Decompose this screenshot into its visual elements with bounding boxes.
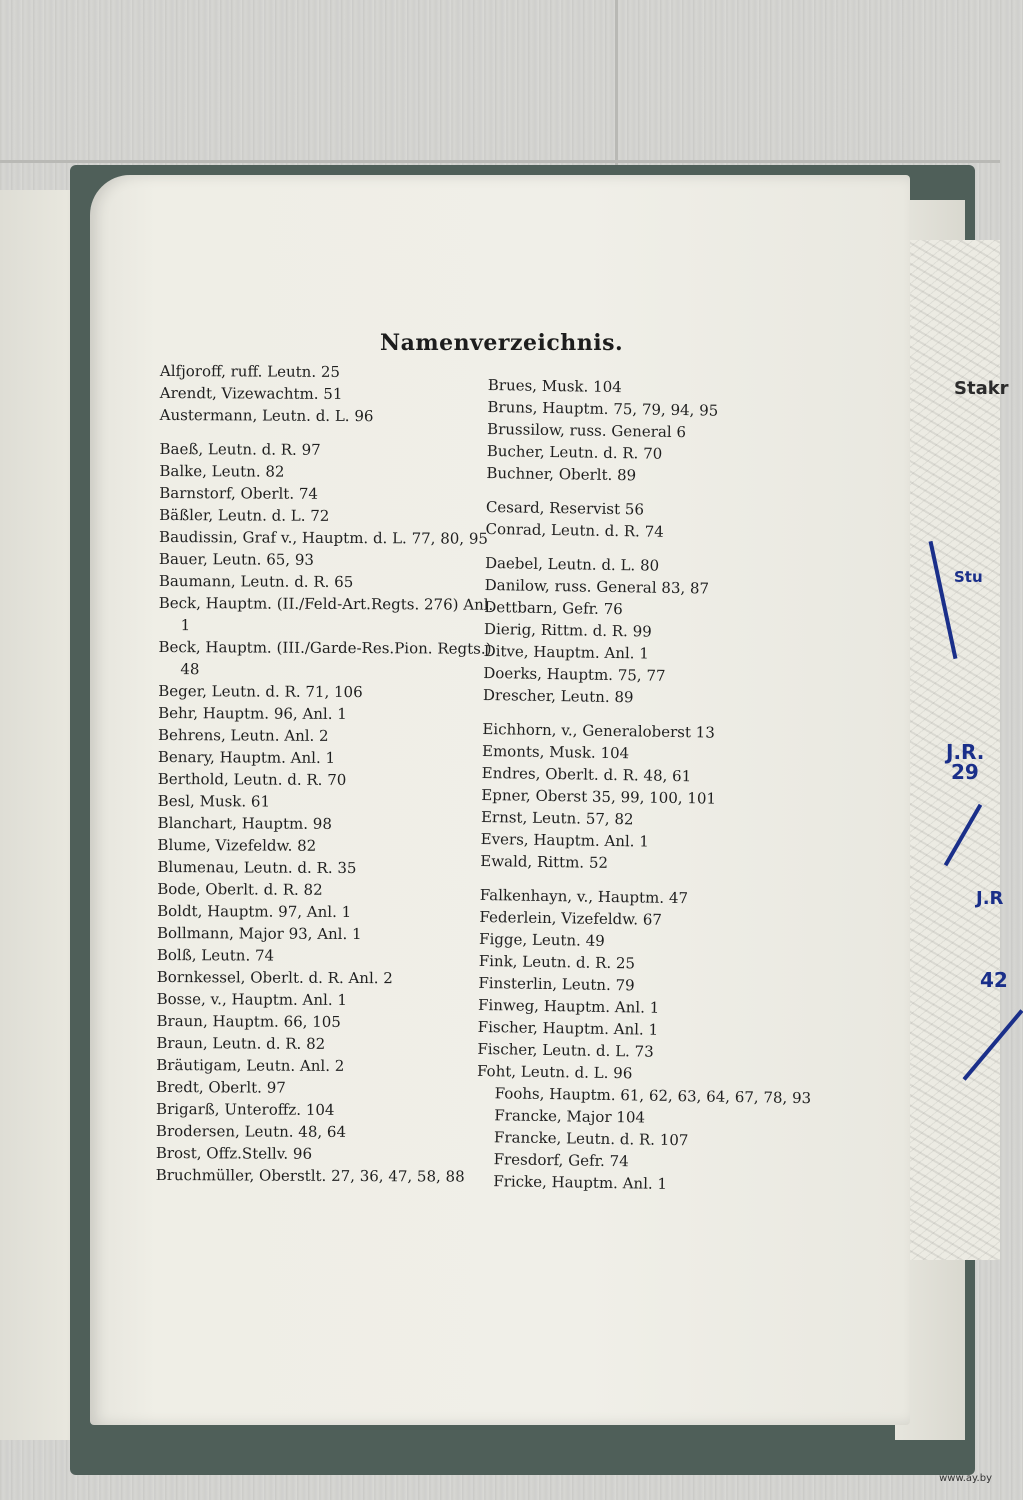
index-entry: Danilow, russ. General 83, 87 <box>484 575 710 598</box>
index-entry: Bolß, Leutn. 74 <box>156 945 275 965</box>
index-entry: Falkenhayn, v., Hauptm. 47 <box>479 885 689 908</box>
index-entry: Berthold, Leutn. d. R. 70 <box>157 769 347 789</box>
table-seam <box>0 160 1000 163</box>
index-entry: Austermann, Leutn. d. L. 96 <box>159 405 374 426</box>
index-entry: Bruns, Hauptm. 75, 79, 94, 95 <box>487 397 719 420</box>
index-entry: Fricke, Hauptm. Anl. 1 <box>493 1172 668 1193</box>
map-label: Stu <box>954 568 983 586</box>
index-entry: Braun, Hauptm. 66, 105 <box>156 1011 341 1031</box>
index-entry: Ditve, Hauptm. Anl. 1 <box>483 641 649 663</box>
index-entry: Federlein, Vizefeldw. 67 <box>479 907 663 929</box>
index-entry: Drescher, Leutn. 89 <box>482 685 634 707</box>
index-entry: Blume, Vizefeldw. 82 <box>157 835 317 855</box>
index-entry: Fresdorf, Gefr. 74 <box>493 1150 629 1171</box>
index-entry: Foht, Leutn. d. L. 96 <box>476 1061 633 1083</box>
index-entry: Beck, Hauptm. (III./Garde-Res.Pion. Regts.) 48 <box>158 637 492 679</box>
index-entry: Arendt, Vizewachtm. 51 <box>159 383 343 403</box>
index-entry: Beck, Hauptm. (II./Feld-Art.Regts. 276) Anl. 1 <box>158 593 494 635</box>
index-entry: Brost, Offz.Stellv. 96 <box>155 1143 313 1163</box>
index-entry: Bredt, Oberlt. 97 <box>156 1077 286 1097</box>
index-entry: Bäßler, Leutn. d. L. 72 <box>159 505 330 525</box>
map-label: 29 <box>951 760 979 784</box>
index-column-right <box>475 374 828 1197</box>
index-entry: Fink, Leutn. d. R. 25 <box>478 951 636 973</box>
map-label: 42 <box>980 968 1008 992</box>
page-title: Namenverzeichnis. <box>380 330 624 356</box>
map-fold-strip <box>905 240 1009 1260</box>
index-entry: Eichhorn, v., Generaloberst 13 <box>482 719 715 742</box>
index-entry: Conrad, Leutn. d. R. 74 <box>485 519 664 541</box>
index-entry: Figge, Leutn. 49 <box>478 929 605 950</box>
index-entry: Behrens, Leutn. Anl. 2 <box>157 725 329 745</box>
index-entry: Bräutigam, Leutn. Anl. 2 <box>156 1055 345 1075</box>
index-entry: Blanchart, Hauptm. 98 <box>157 813 332 833</box>
map-front-line <box>929 541 958 659</box>
index-entry: Balke, Leutn. 82 <box>159 461 285 481</box>
index-entry: Fischer, Hauptm. Anl. 1 <box>477 1017 659 1039</box>
index-entry: Doerks, Hauptm. 75, 77 <box>483 663 666 685</box>
index-entry: Evers, Hauptm. Anl. 1 <box>480 829 649 851</box>
index-column-left <box>156 360 500 1188</box>
index-entry: Brussilow, russ. General 6 <box>486 419 687 442</box>
index-entry: Beger, Leutn. d. R. 71, 106 <box>158 681 363 702</box>
watermark: www.ay.by <box>939 1473 992 1484</box>
index-entry: Brues, Musk. 104 <box>487 375 622 397</box>
index-entry: Fischer, Leutn. d. L. 73 <box>477 1039 654 1061</box>
index-entry: Bauer, Leutn. 65, 93 <box>158 549 315 569</box>
map-label: J.R <box>976 888 1004 909</box>
index-entry: Brodersen, Leutn. 48, 64 <box>155 1121 347 1141</box>
index-entry: Foohs, Hauptm. 61, 62, 63, 64, 67, 78, 93 <box>494 1084 812 1108</box>
index-entry: Besl, Musk. 61 <box>157 791 271 811</box>
index-entry: Finweg, Hauptm. Anl. 1 <box>477 995 660 1017</box>
index-entry: Bollmann, Major 93, Anl. 1 <box>156 923 362 944</box>
index-entry: Bruchmüller, Oberstlt. 27, 36, 47, 58, 88 <box>155 1165 465 1186</box>
index-entry: Benary, Hauptm. Anl. 1 <box>157 747 336 767</box>
index-entry: Finsterlin, Leutn. 79 <box>478 973 635 995</box>
index-entry: Dierig, Rittm. d. R. 99 <box>483 619 652 641</box>
index-entry: Blumenau, Leutn. d. R. 35 <box>157 857 357 878</box>
index-entry: Francke, Leutn. d. R. 107 <box>493 1128 689 1150</box>
index-entry: Behr, Hauptm. 96, Anl. 1 <box>158 703 347 723</box>
index-entry: Baumann, Leutn. d. R. 65 <box>158 571 354 592</box>
index-entry: Epner, Oberst 35, 99, 100, 101 <box>481 785 717 808</box>
map-front-line <box>963 1009 1023 1081</box>
index-entry: Emonts, Musk. 104 <box>481 741 630 763</box>
table-seam-vertical <box>615 0 618 170</box>
index-entry: Bornkessel, Oberlt. d. R. Anl. 2 <box>156 967 393 988</box>
index-entry: Cesard, Reservist 56 <box>485 497 645 519</box>
index-entry: Barnstorf, Oberlt. 74 <box>159 483 319 503</box>
index-entry: Ernst, Leutn. 57, 82 <box>480 807 634 829</box>
index-entry: Baudissin, Graf v., Hauptm. d. L. 77, 80, 95 <box>159 527 488 548</box>
map-label: J.R. <box>946 740 985 764</box>
index-entry: Dettbarn, Gefr. 76 <box>484 597 623 619</box>
index-entry: Endres, Oberlt. d. R. 48, 61 <box>481 763 692 786</box>
map-label: Stakr <box>954 378 1009 399</box>
index-entry: Bosse, v., Hauptm. Anl. 1 <box>156 989 348 1009</box>
index-entry: Buchner, Oberlt. 89 <box>486 463 637 485</box>
index-entry: Daebel, Leutn. d. L. 80 <box>484 553 660 575</box>
index-entry: Baeß, Leutn. d. R. 97 <box>159 439 321 459</box>
index-entry: Boldt, Hauptm. 97, Anl. 1 <box>157 901 352 922</box>
index-entry: Braun, Leutn. d. R. 82 <box>156 1033 326 1053</box>
index-entry: Bode, Oberlt. d. R. 82 <box>157 879 323 899</box>
index-entry: Bucher, Leutn. d. R. 70 <box>486 441 663 463</box>
index-entry: Ewald, Rittm. 52 <box>480 851 609 872</box>
index-entry: Alfjoroff, ruff. Leutn. 25 <box>159 361 341 381</box>
map-front-line <box>944 804 982 867</box>
index-entry: Francke, Major 104 <box>494 1106 646 1127</box>
index-entry: Brigarß, Unteroffz. 104 <box>156 1099 335 1119</box>
